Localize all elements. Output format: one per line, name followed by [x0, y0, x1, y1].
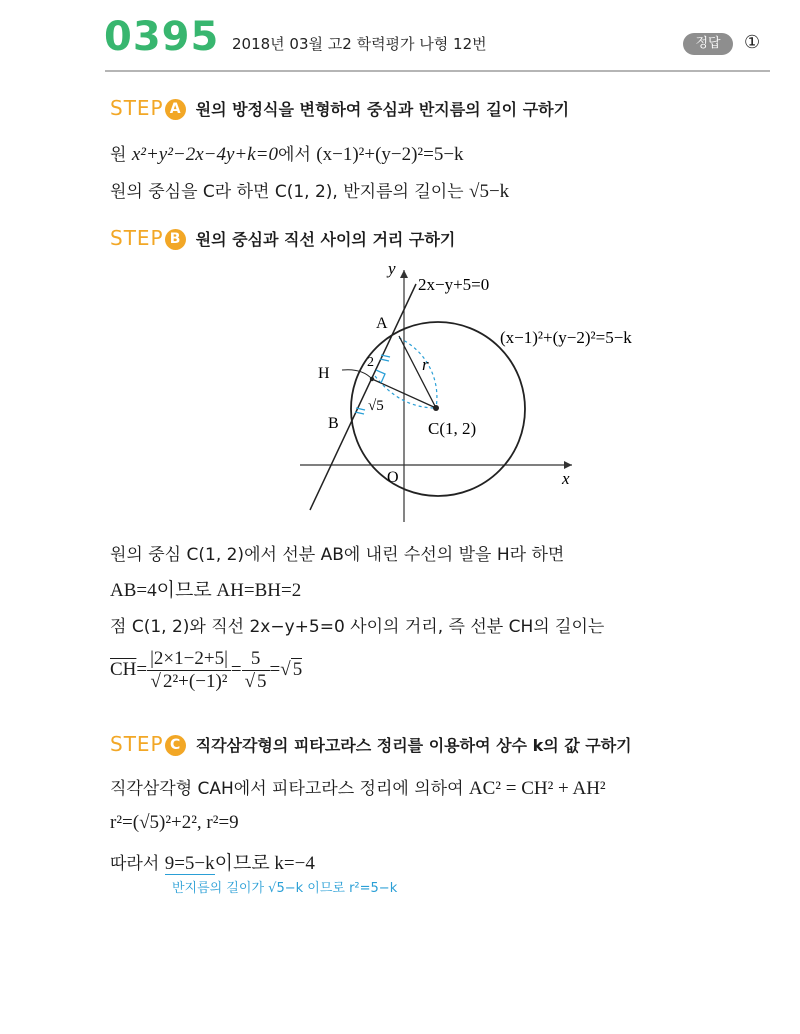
circle-equation: x²+y²−2x−4y+k=0: [131, 144, 279, 165]
header-divider: [105, 70, 770, 72]
radius-label: r: [422, 355, 429, 374]
distance-fraction: $\frac{|2\times 1-2+5|}{\text{√ 2²+(−1)²}}$: [147, 648, 231, 693]
point-h-label: H: [318, 365, 330, 382]
radius-expression: √5−k: [469, 181, 510, 202]
radius-note: 반지름의 길이가 √5−k 이므로 r²=5−k: [172, 881, 398, 896]
problem-source: 2018년 03월 고2 학력평가 나형 12번: [232, 35, 487, 53]
step-c-badge: C: [165, 735, 186, 756]
problem-number: 0395: [104, 14, 220, 60]
x-axis-arrow: [564, 461, 572, 469]
origin-label: O: [387, 469, 399, 486]
segment-ah-label: 2: [367, 355, 374, 370]
answer-badge: 정답: [683, 33, 733, 55]
circle-equation-label: (x−1)²+(y−2)²=5−k: [500, 328, 632, 347]
simplified-fraction: $\frac{5}{√ 5}$: [242, 648, 270, 693]
step-b-line-1: 원의 중심 C(1, 2)에서 선분 AB에 내린 수선의 발을 H라 하면: [110, 545, 565, 565]
segment-ch-label: √5: [368, 398, 384, 414]
tick-mark-hb-2: [355, 412, 364, 414]
step-a-line-2: 원의 중심을 C라 하면 C(1, 2), 반지름의 길이는 √5−k: [110, 181, 510, 202]
underlined-equation: 9=5−k: [164, 853, 215, 874]
step-c-line-2: r²=(√5)²+2², r²=9: [110, 812, 239, 833]
circle-line-figure: [290, 258, 730, 528]
step-b-title: 원의 중심과 직선 사이의 거리 구하기: [195, 230, 456, 249]
step-b-heading: STEP B 원의 중심과 직선 사이의 거리 구하기: [110, 226, 456, 250]
step-a-badge: A: [165, 99, 186, 120]
standard-form: (x−1)²+(y−2)²=5−k: [316, 144, 464, 165]
y-axis-label: y: [388, 259, 396, 278]
y-axis-arrow: [400, 270, 408, 278]
ch-label: $\overline{CH}$: [110, 658, 137, 680]
x-axis-label: x: [562, 469, 570, 488]
distance-formula: $\overline{CH}=$ $\frac{|2\times 1-2+5|}{\text{√ 2²+(−1)²}}$ = $\frac{5}{√ 5}$ =√ 5: [110, 648, 303, 692]
distance-result: 5: [292, 658, 303, 680]
step-c-line-3: 따라서 9=5−k이므로 k=−4: [110, 853, 315, 874]
step-b-line-3: 점 C(1, 2)와 직선 2x−y+5=0 사이의 거리, 즉 선분 CH의 길이는: [110, 617, 605, 637]
point-h: [370, 377, 374, 381]
tick-mark-ah-2: [380, 359, 389, 361]
line-equation-label: 2x−y+5=0: [418, 275, 490, 294]
point-b-label: B: [328, 415, 339, 432]
pythagorean-equation: AC² = CH² + AH²: [468, 778, 606, 799]
center-label: C(1, 2): [428, 419, 477, 438]
step-a-heading: [110, 96, 569, 120]
step-c-title: 직각삼각형의 피타고라스 정리를 이용하여 상수 k의 값 구하기: [195, 736, 632, 755]
center-point: [433, 405, 439, 411]
step-a-title: 원의 방정식을 변형하여 중심과 반지름의 길이 구하기: [195, 100, 570, 119]
point-a-label: A: [376, 315, 388, 332]
step-word: STEP: [110, 96, 164, 120]
step-c-heading: STEP C 직각삼각형의 피타고라스 정리를 이용하여 상수 k의 값 구하기: [110, 732, 632, 756]
step-b-line-2: AB=4이므로 AH=BH=2: [110, 580, 302, 601]
step-b-badge: B: [165, 229, 186, 250]
step-a-line-1: 원 x²+y²−2x−4y+k=0에서 (x−1)²+(y−2)²=5−k: [110, 144, 464, 165]
line-2x-y-5: [310, 284, 416, 510]
answer-value: ①: [744, 32, 761, 53]
step-c-line-1: 직각삼각형 CAH에서 피타고라스 정리에 의하여 AC² = CH² + AH²: [110, 778, 606, 799]
